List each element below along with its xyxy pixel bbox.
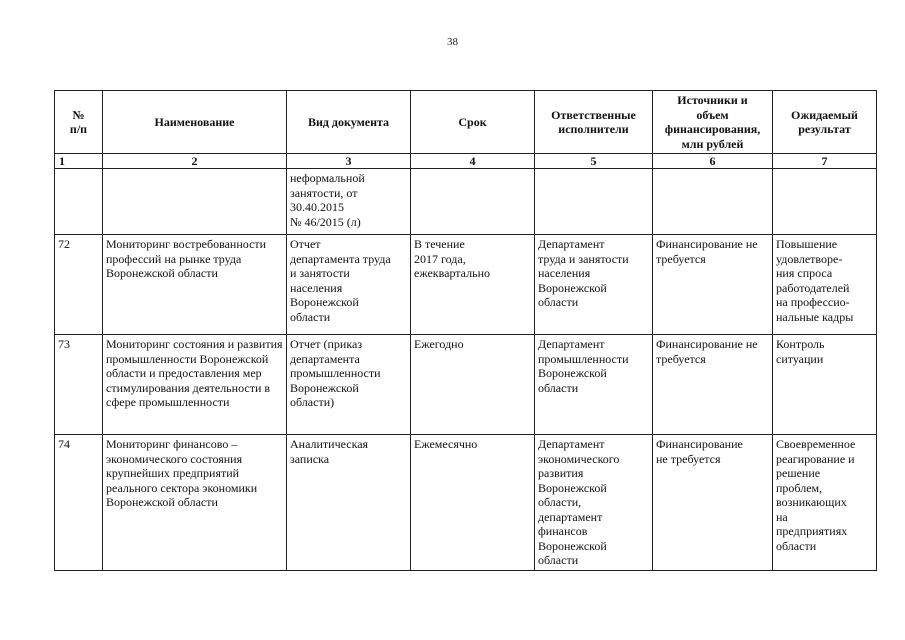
row-responsible: Департамент труда и занятости населения Воронежской области (535, 235, 653, 335)
column-number: 7 (773, 154, 877, 169)
row-number: 74 (55, 435, 103, 571)
row-result (773, 169, 877, 235)
row-term: В течение 2017 года, ежеквартально (411, 235, 535, 335)
row-name: Мониторинг востребованности профессий на рынке труда Воронежской области (103, 235, 287, 335)
row-term: Ежемесячно (411, 435, 535, 571)
header-name: Наименование (103, 91, 287, 154)
row-term: Ежегодно (411, 335, 535, 435)
row-result: Повышение удовлетворе- ния спроса работодателей на профессио- нальные кадры (773, 235, 877, 335)
header-responsible: Ответственные исполнители (535, 91, 653, 154)
table-row (55, 235, 877, 335)
row-result: Своевременное реагирование и решение проблем, возникающих на предприятиях области (773, 435, 877, 571)
column-number-row (55, 154, 877, 169)
row-responsible: Департамент промышленности Воронежской области (535, 335, 653, 435)
row-document-type: Аналитическая записка (287, 435, 411, 571)
column-number: 1 (55, 154, 103, 169)
header-term: Срок (411, 91, 535, 154)
row-financing: Финансирование не требуется (653, 335, 773, 435)
column-number: 5 (535, 154, 653, 169)
row-name (103, 169, 287, 235)
table-row (55, 435, 877, 571)
row-document-type: Отчет (приказ департамента промышленности Воронежской области) (287, 335, 411, 435)
table-row (55, 335, 877, 435)
column-number: 6 (653, 154, 773, 169)
row-responsible: Департамент экономического развития Воронежской области, департамент финансов Воронежской области (535, 435, 653, 571)
column-number: 3 (287, 154, 411, 169)
row-name: Мониторинг состояния и развития промышленности Воронежской области и предоставления мер стимулирования деятельности в сфере промышленности (103, 335, 287, 435)
row-term (411, 169, 535, 235)
column-number: 4 (411, 154, 535, 169)
row-result: Контроль ситуации (773, 335, 877, 435)
row-financing: Финансирование не требуется (653, 435, 773, 571)
row-number: 73 (55, 335, 103, 435)
row-number (55, 169, 103, 235)
page-number: 38 (447, 36, 458, 48)
row-name: Мониторинг финансово – экономического состояния крупнейших предприятий реального сектора экономики Воронежской области (103, 435, 287, 571)
row-responsible (535, 169, 653, 235)
header-row (55, 91, 877, 154)
row-financing (653, 169, 773, 235)
header-document-type: Вид документа (287, 91, 411, 154)
action-plan-table (54, 90, 877, 571)
row-document-type: Отчет департамента труда и занятости населения Воронежской области (287, 235, 411, 335)
table-row (55, 169, 877, 235)
header-number: № п/п (55, 91, 103, 154)
row-financing: Финансирование не требуется (653, 235, 773, 335)
header-financing: Источники и объем финансирования, млн рублей (653, 91, 773, 154)
row-number: 72 (55, 235, 103, 335)
column-number: 2 (103, 154, 287, 169)
row-document-type: неформальной занятости, от 30.40.2015 № 46/2015 (л) (287, 169, 411, 235)
header-result: Ожидаемый результат (773, 91, 877, 154)
